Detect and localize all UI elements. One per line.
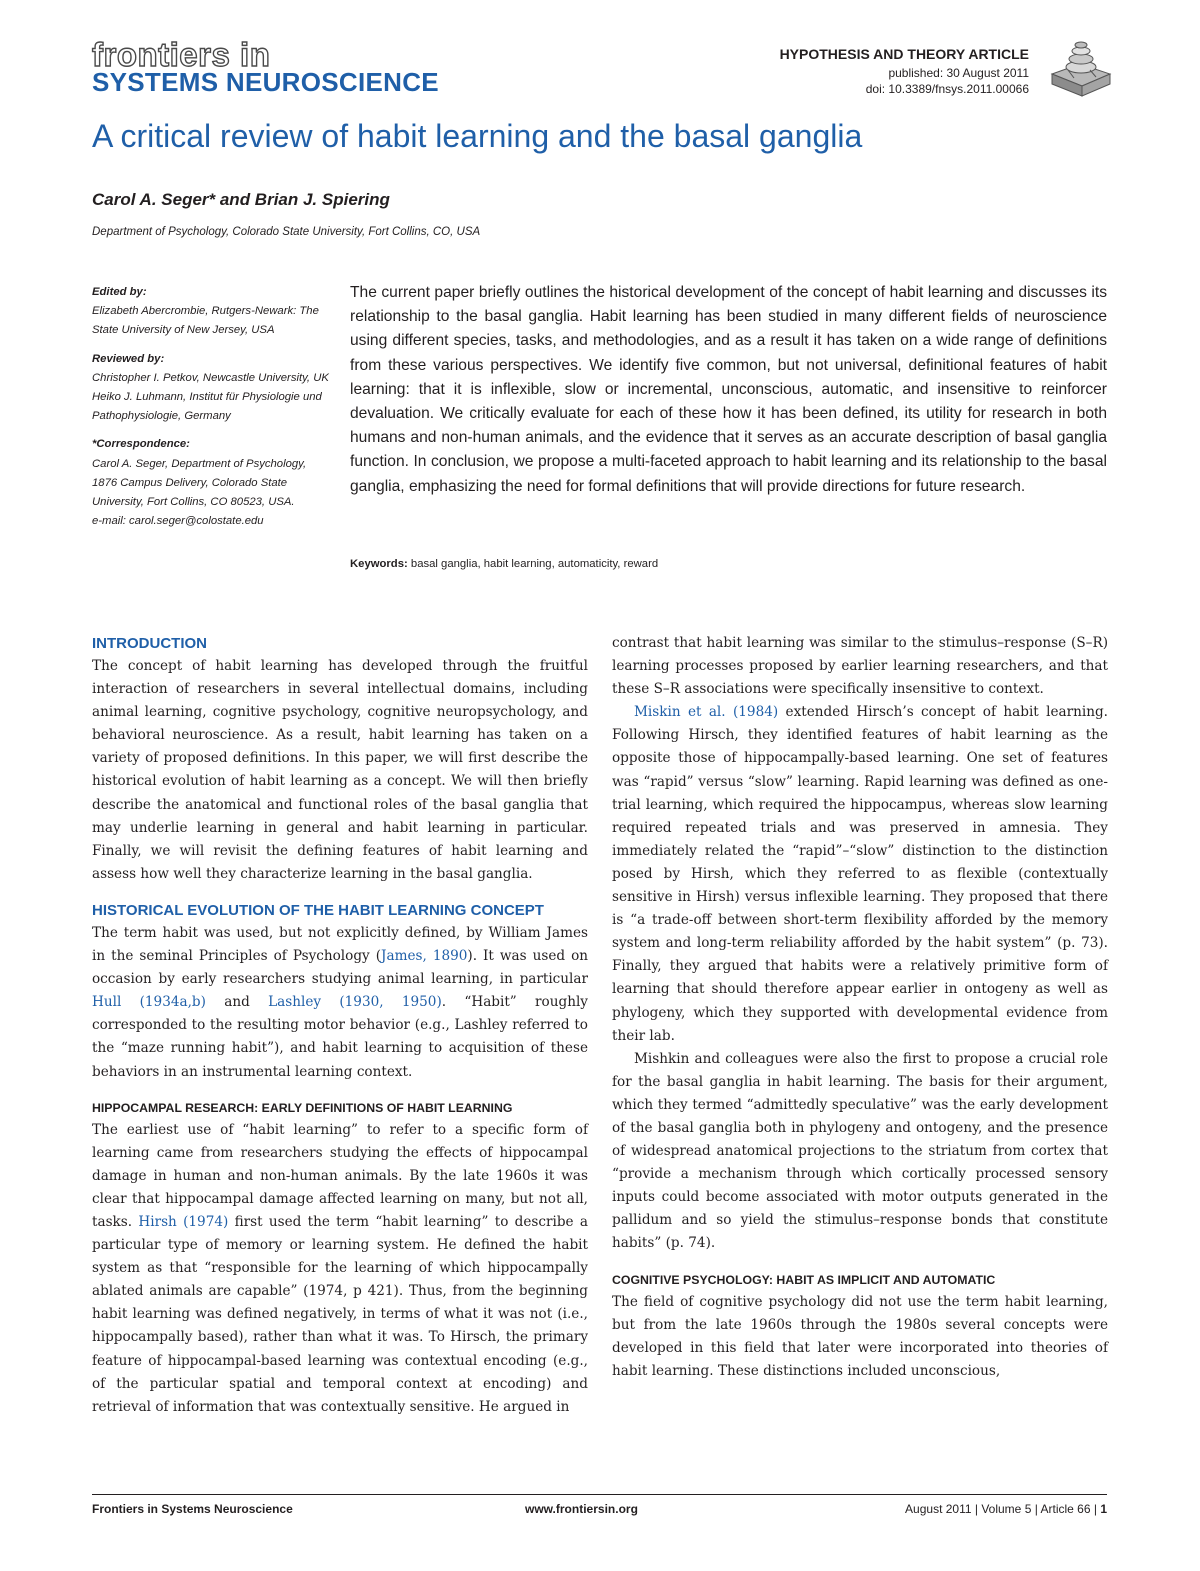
reviewer-2: Heiko J. Luhmann, Institut für Physiologie und Pathophysiologie, Germany xyxy=(92,391,322,423)
section-heading-historical: HISTORICAL EVOLUTION OF THE HABIT LEARNING CONCEPT xyxy=(92,901,544,919)
section-heading-introduction: INTRODUCTION xyxy=(92,635,207,652)
correspondence: Carol A. Seger, Department of Psychology, 1876 Campus Delivery, Colorado State University, Fort Collins, CO 80523, USA. xyxy=(92,457,307,509)
reviewer-1: Christopher I. Petkov, Newcastle University, UK xyxy=(92,371,329,384)
affiliation: Department of Psychology, Colorado State University, Fort Collins, CO, USA xyxy=(92,226,481,238)
subsection-heading-cognitive: COGNITIVE PSYCHOLOGY: HABIT AS IMPLICIT AND AUTOMATIC xyxy=(612,1272,996,1287)
footer-url[interactable]: www.frontiersin.org xyxy=(525,1502,638,1516)
journal-logo-icon xyxy=(1044,40,1116,100)
citation-link[interactable]: Hull (1934a,b) xyxy=(92,994,206,1011)
published-date: published: 30 August 2011 xyxy=(888,66,1029,80)
citation-link[interactable]: Hirsh (1974) xyxy=(138,1213,229,1230)
reviewed-by-label: Reviewed by: xyxy=(92,352,165,365)
footer-issue: August 2011 | Volume 5 | Article 66 | 1 xyxy=(905,1502,1107,1516)
edited-by-label: Edited by: xyxy=(92,286,147,298)
correspondence-label: *Correspondence: xyxy=(92,438,190,451)
footer-rule xyxy=(92,1494,1107,1495)
citation-link[interactable]: Lashley (1930, 1950) xyxy=(268,994,442,1011)
citation-link[interactable]: James, 1890 xyxy=(381,948,468,965)
subsection-heading-hippocampal: HIPPOCAMPAL RESEARCH: EARLY DEFINITIONS OF HABIT LEARNING xyxy=(92,1100,513,1115)
page-number: 1 xyxy=(1100,1502,1107,1516)
footer-journal: Frontiers in Systems Neuroscience xyxy=(92,1502,293,1516)
paragraph-cognitive: The field of cognitive psychology did not use the term habit learning, but from the late 1960s through the 1980s several concepts were developed in this field that later were incorporated into theories of habit learning. These distinctions included unconscious, xyxy=(612,1293,1108,1379)
journal-name-line2: SYSTEMS NEUROSCIENCE xyxy=(92,67,439,97)
body-right-column xyxy=(612,632,1108,1383)
article-title: A critical review of habit learning and the basal ganglia xyxy=(92,118,863,154)
paragraph-hippocampal: The earliest use of “habit learning” to refer to a specific form of learning came from researchers studying the effects of hippocampal damage in human and non-human animals. By the late 1960s it was clear that hippocampal damage affected learning on many, but not all, tasks. Hirsh (1974) first used the term “habit learning” to describe a particular type of memory or learning system. He defined the habit system as that “responsible for the learning of which hippocampally ablated animals are capable” (1974, p 421). Thus, from the beginning habit learning was defined negatively, in terms of what it was not (i.e., hippocampally based), rather than what it was. To Hirsch, the primary feature of hippocampal-based learning was contextual encoding (e.g., of the particular spatial and temporal context at encoding) and retrieval of information that was contextually sensitive. He argued in xyxy=(92,1121,588,1415)
authors: Carol A. Seger* and Brian J. Spiering xyxy=(92,190,390,209)
journal-name-line1: frontiers in xyxy=(92,36,271,73)
keywords-text: basal ganglia, habit learning, automaticity, reward xyxy=(410,558,659,570)
paragraph-introduction: The concept of habit learning has developed through the fruitful interaction of researchers in several intellectual domains, including animal learning, cognitive psychology, cognitive neuropsychology, and behavioral neuroscience. As a result, habit learning has taken on a variety of proposed definitions. In this paper, we will first describe the historical evolution of habit learning as a concept. We will then briefly describe the anatomical and functional roles of the basal ganglia that may underlie learning in general and habit learning in particular. Finally, we will revisit the defining features of habit learning and assess how well they characterize learning in the basal ganglia. xyxy=(92,658,588,882)
article-type: HYPOTHESIS AND THEORY ARTICLE xyxy=(779,46,1029,62)
editor: Elizabeth Abercrombie, Rutgers-Newark: The State University of New Jersey, USA xyxy=(92,305,319,337)
paragraph-hippocampal-continued: contrast that habit learning was similar to the stimulus–response (S–R) learning processes proposed by earlier learning researchers, and that these S–R associations were specifically insensitive to context. xyxy=(612,635,1108,698)
body-left-column xyxy=(92,632,588,1419)
doi: doi: 10.3389/fnsys.2011.00066 xyxy=(865,82,1029,96)
email[interactable]: e-mail: carol.seger@colostate.edu xyxy=(92,515,264,528)
citation-link[interactable]: Miskin et al. (1984) xyxy=(634,704,779,721)
keywords-label: Keywords: xyxy=(350,558,408,570)
paragraph-historical: The term habit was used, but not explicitly defined, by William James in the seminal Principles of Psychology (James, 1890). It was used on occasion by early researchers studying animal learning, in particular Hull (1934a,b) and Lashley (1930, 1950). “Habit” roughly corresponded to the resulting motor behavior (e.g., Lashley referred to the “maze running habit”), and habit learning to acquisition of these behaviors in an instrumental learning context. xyxy=(92,924,589,1080)
paragraph-mishkin-colleagues: Mishkin and colleagues were also the first to propose a crucial role for the basal ganglia in habit learning. The basis for their argument, which they termed “admittedly speculative” was the early development of the basal ganglia both in phylogeny and ontogeny, and the presence of widespread anatomical projections to the striatum from cortex that “provide a mechanism through which cortically processed sensory inputs could become associated with motor outputs generated in the pallidum and so yield the stimulus–response bonds that constitute habits” (p. 74). xyxy=(612,1050,1108,1252)
abstract: The current paper briefly outlines the historical development of the concept of habit learning and discusses its relationship to the basal ganglia. Habit learning has been studied in many different fields of neuroscience using different species, tasks, and methodologies, and as a result it has taken on a wide range of definitions from these various perspectives. We identify five common, but not universal, definitional features of habit learning: that it is inflexible, slow or incremental, unconscious, automatic, and insensitive to reinforcer devaluation. We critically evaluate for each of these how it has been defined, its utility for research in both humans and non-human animals, and the evidence that it serves as an accurate description of basal ganglia function. In conclusion, we propose a multi-faceted approach to habit learning and its relationship to the basal ganglia, emphasizing the need for formal definitions that will provide directions for future research. xyxy=(350,284,1107,495)
sidebar-info xyxy=(92,283,332,531)
paragraph-miskin: Miskin et al. (1984) extended Hirsch’s concept of habit learning. Following Hirsch, they identified features of habit learning as the opposite those of hippocampally-based learning. One set of features was “rapid” versus “slow” learning. Rapid learning was defined as one-trial learning, which required the hippocampus, whereas slow learning required repeated trials and was preserved in amnesia. They immediately related the “rapid”–“slow” distinction to the distinction posed by Hirsh, which they referred to as flexible (contextually sensitive in Hirsh) versus inflexible learning. They proposed that there is “a trade-off between short-term flexibility afforded by the memory system and long-term reliability afforded by the habit system” (p. 73). Finally, they argued that habits were a relatively primitive form of learning that should therefore appear earlier in ontogeny as well as phylogeny, which they supported with developmental evidence from their lab. xyxy=(612,704,1109,1044)
keywords xyxy=(350,558,658,570)
